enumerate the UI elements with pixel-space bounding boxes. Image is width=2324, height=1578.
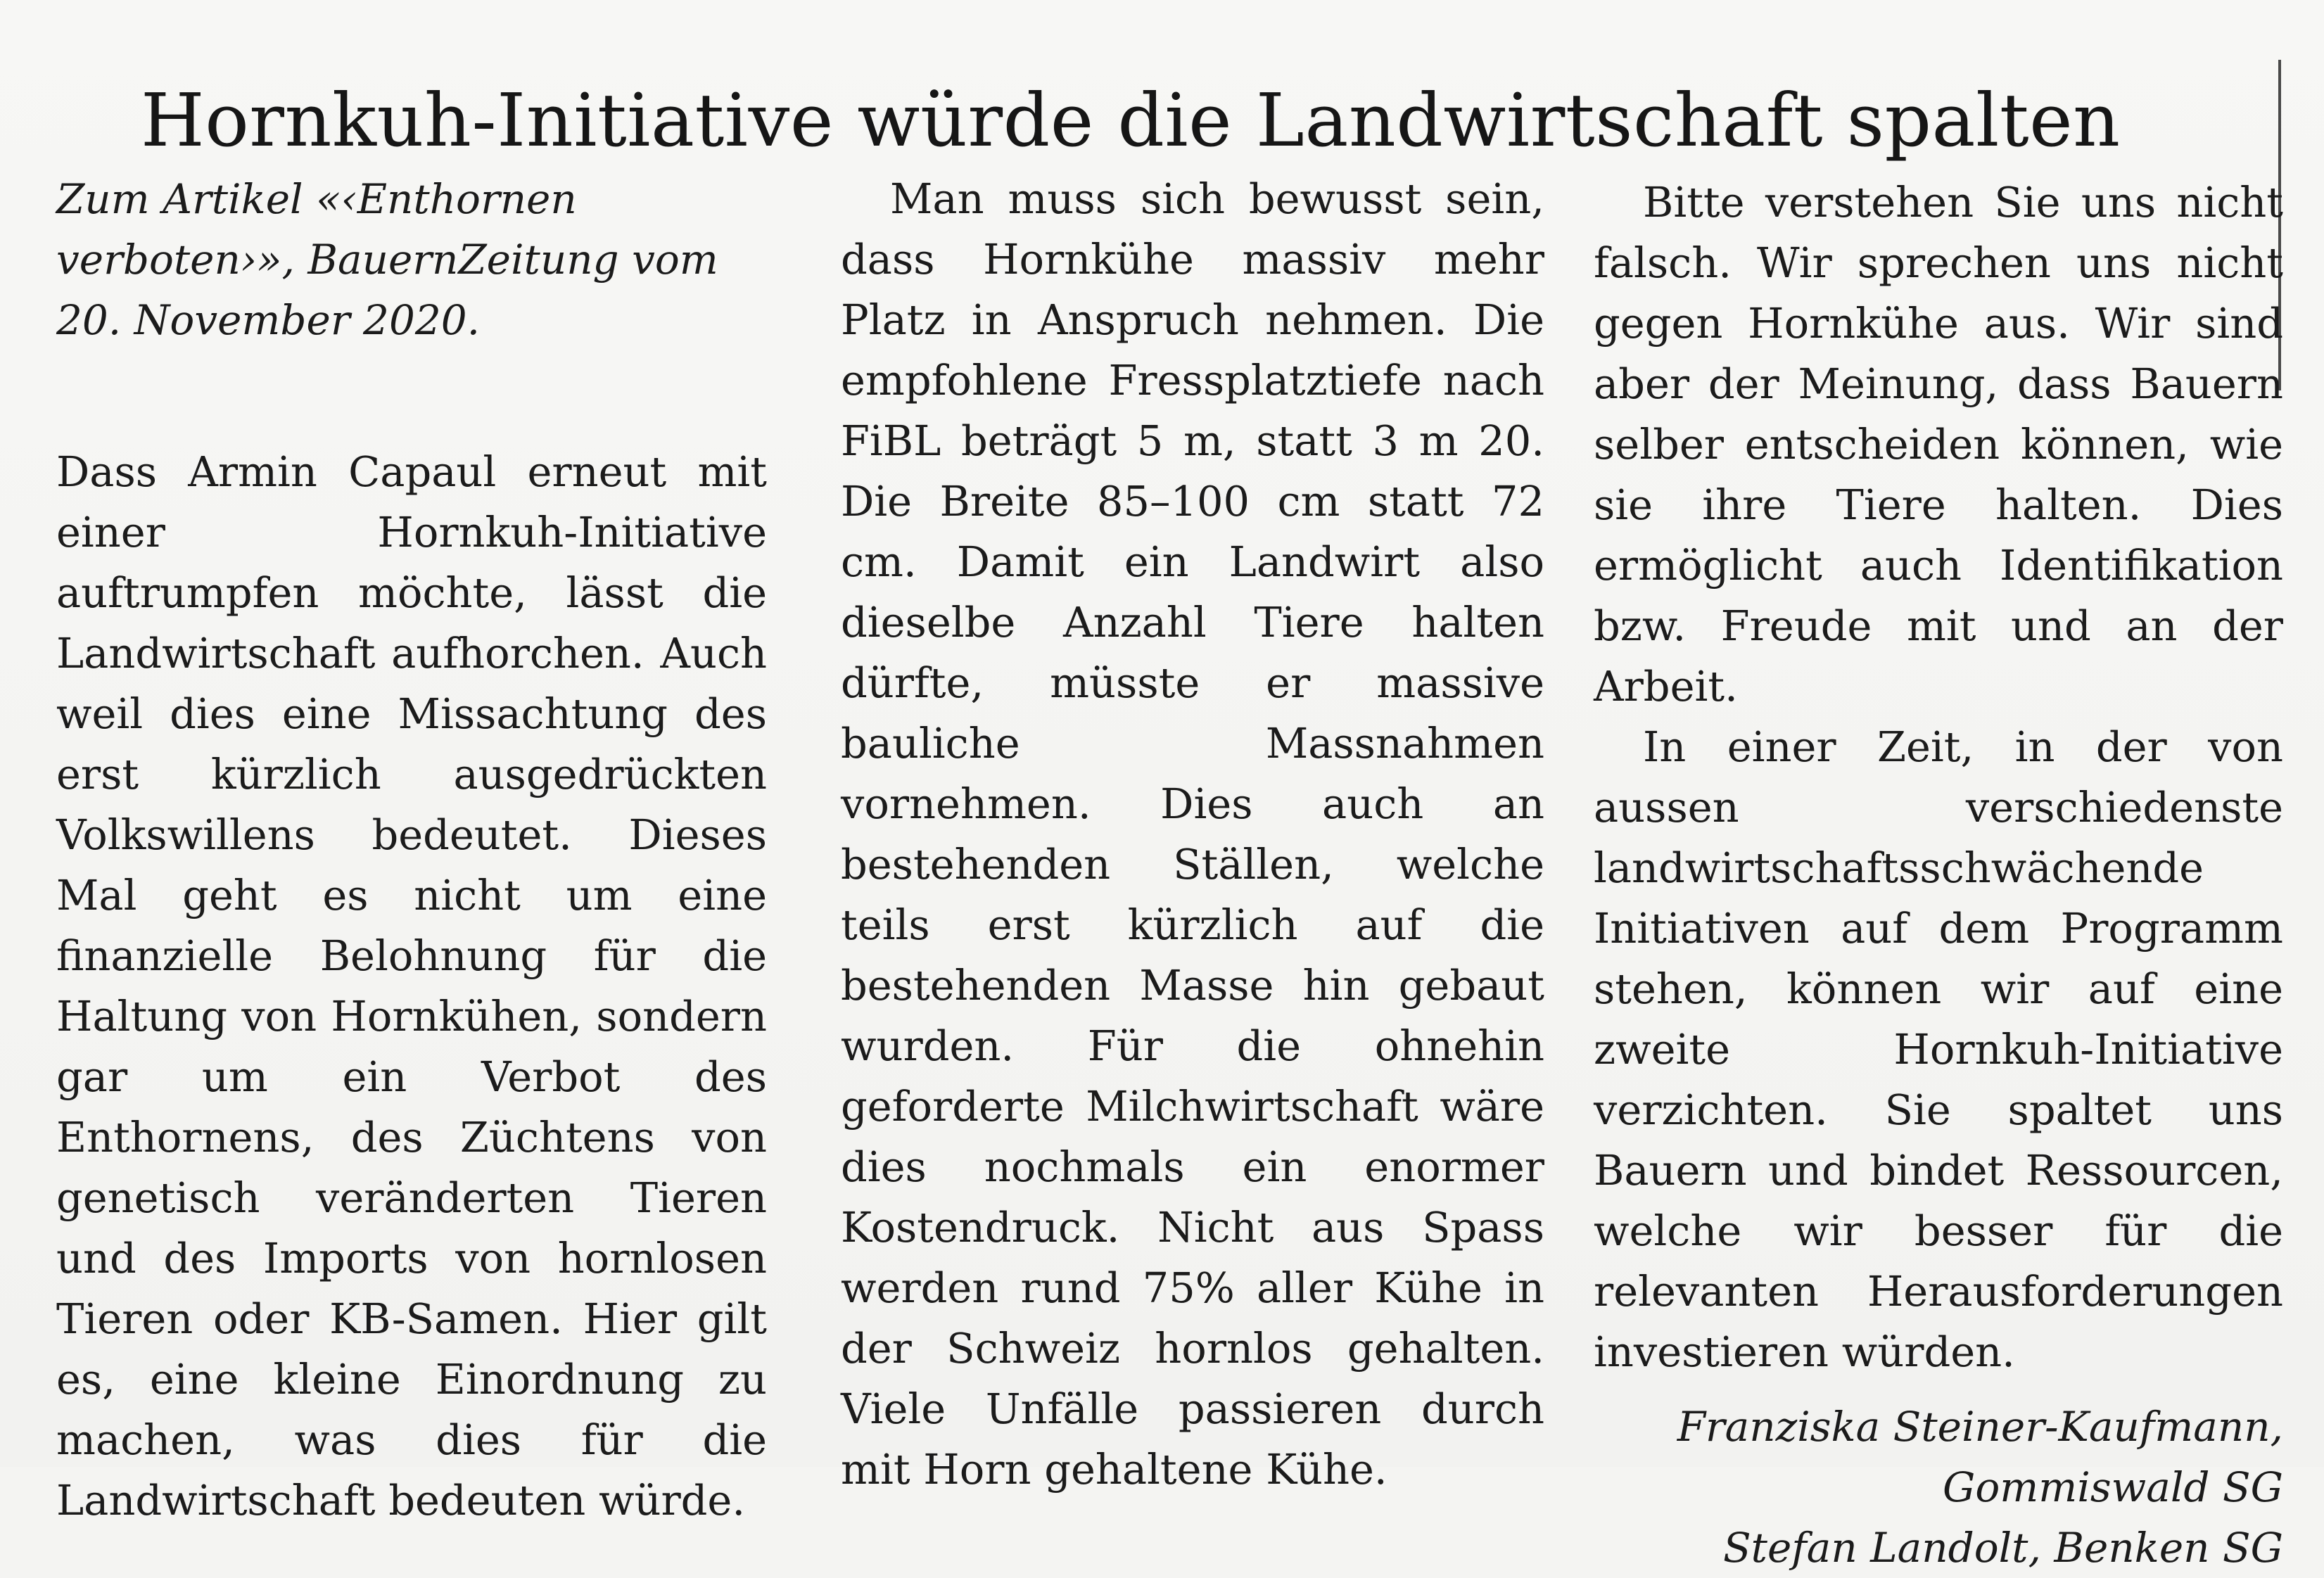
article-column-3 (1594, 172, 2283, 1578)
article-column-2 (841, 169, 1544, 1500)
article-intro: Zum Artikel «‹Enthornen verboten›», BauernZeitung vom 20. November 2020. (56, 175, 718, 344)
column-1-body: Dass Armin Capaul erneut mit einer Hornkuh-Initiative auftrumpfen möchte, lässt die Landwirtschaft aufhorchen. Auch weil dies eine Missachtung des erst kürzlich ausgedrückten Volkswillens bedeutet. Dieses Mal geht es nicht um eine finanzielle Belohnung für die Haltung von Hornkühen, sondern gar um ein Verbot des Enthornens, des Züchtens von genetisch veränderten Tieren und des Imports von hornlosen Tieren oder KB-Samen. Hier gilt es, eine kleine Einordnung zu machen, was dies für die Landwirtschaft bedeuten würde. (56, 447, 767, 1525)
signature-line-1: Franziska Steiner-Kaufmann, (1677, 1403, 2283, 1451)
signature-line-3: Stefan Landolt, Benken SG (1722, 1524, 2283, 1572)
author-signature (1594, 1396, 2283, 1578)
article-column-1 (56, 169, 767, 1531)
column-2-body: Man muss sich bewusst sein, dass Hornkühe massiv mehr Platz in Anspruch nehmen. Die empfohlene Fressplatztiefe nach FiBL beträgt 5 m, statt 3 m 20. Die Breite 85–100 cm statt 72 cm. Damit ein Landwirt also dieselbe Anzahl Tiere halten dürfte, müsste er massive bauliche Massnahmen vornehmen. Dies auch an bestehenden Ställen, welche teils erst kürzlich auf die bestehenden Masse hin gebaut wurden. Für die ohnehin geforderte Milchwirtschaft wäre dies nochmals ein enormer Kostendruck. Nicht aus Spass werden rund 75% aller Kühe in der Schweiz hornlos gehalten. Viele Unfälle passieren durch mit Horn gehaltene Kühe. (841, 174, 1544, 1494)
column-3-paragraph-1: Bitte verstehen Sie uns nicht falsch. Wir sprechen uns nicht gegen Hornkühe aus. Wir sind aber der Meinung, dass Bauern selber entscheiden können, wie sie ihre Tiere halten. Dies ermöglicht auch Identifikation bzw. Freude mit und an der Arbeit. (1594, 178, 2283, 711)
article-headline: Hornkuh-Initiative würde die Landwirtschaft spalten (141, 77, 2121, 163)
signature-line-2: Gommiswald SG (1943, 1463, 2283, 1511)
column-3-paragraph-2: In einer Zeit, in der von aussen verschiedenste landwirtschaftsschwächende Initiativen auf dem Programm stehen, können wir auf eine zweite Hornkuh-Initiative verzichten. Sie spaltet uns Bauern und bindet Ressourcen, welche wir besser für die relevanten Herausforderungen investieren würden. (1594, 723, 2283, 1376)
